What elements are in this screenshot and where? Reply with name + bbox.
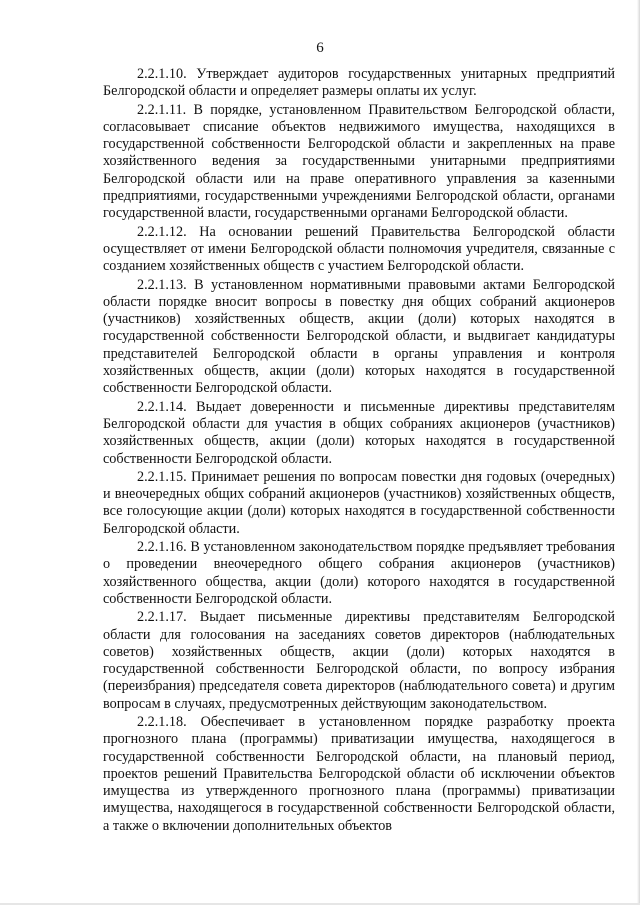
paragraph-number: 2.2.1.18.	[137, 713, 187, 730]
paragraph-2-2-1-16	[103, 539, 615, 608]
paragraph-number: 2.2.1.11.	[137, 101, 187, 118]
paragraph-number: 2.2.1.10.	[137, 66, 187, 82]
paragraph-2-2-1-14	[103, 399, 615, 468]
paragraph-2-2-1-12	[103, 224, 615, 276]
paragraph-2-2-1-10	[103, 66, 615, 101]
paragraph-text: Принимает решения по вопросам повестки дня годовых (очередных) и внеочередных общих собраний акционеров (участников) хозяйственных обществ, все голосующие акции (доли) которых находятся в государственной собственности Белгородской области.	[103, 468, 616, 537]
paragraph-text: В установленном законодательством порядке предъявляет требования о проведении внеочередного общего собрания акционеров (участников) хозяйственного общества, акции (доли) которого находятся в государственной собственности Белгородской области.	[103, 539, 616, 607]
paragraph-number: 2.2.1.14.	[137, 398, 187, 415]
paragraph-2-2-1-13	[103, 277, 615, 398]
paragraph-text: На основании решений Правительства Белгородской области осуществляет от имени Белгородской области полномочия учредителя, связанные с созданием хозяйственных обществ с участием Белгородской области.	[103, 223, 615, 275]
paragraph-text: В порядке, установленном Правительством Белгородской области, согласовывает списание объектов недвижимого имущества, находящихся в государственной собственности Белгородской области и закрепленных на праве хозяйственного ведения за государственными унитарными предприятиями Белгородской области или на праве оперативного управления за казенными предприятиями, государственными учреждениями Белгородской области, органами государственной власти, государственными органами Белгородской области.	[103, 101, 615, 222]
paragraph-number: 2.2.1.17.	[137, 609, 187, 626]
paragraph-2-2-1-11	[103, 102, 615, 223]
paragraph-2-2-1-15	[103, 469, 615, 538]
paragraph-text: Утверждает аудиторов государственных унитарных предприятий Белгородской области и определяет размеры оплаты их услуг.	[103, 66, 615, 100]
paragraph-number: 2.2.1.16.	[137, 539, 187, 556]
document-body	[103, 66, 615, 835]
paragraph-text: Обеспечивает в установленном порядке разработку проекта прогнозного плана (программы) приватизации имущества, находящегося в государственной собственности Белгородской области, на плановый период, проектов решений Правительства Белгородской области об исключении объектов имущества из утвержденного прогнозного плана (программы) приватизации имущества, находящегося в государственной собственности Белгородской области, а также о включении дополнительных объектов	[103, 713, 616, 834]
paragraph-text: Выдает доверенности и письменные директивы представителям Белгородской области для участия в общих собраниях акционеров (участников) хозяйственных обществ, акции (доли) которых находятся в государственной собственности Белгородской области.	[103, 398, 616, 467]
paragraph-number: 2.2.1.15.	[137, 468, 187, 485]
paragraph-2-2-1-18	[103, 714, 615, 835]
paragraph-number: 2.2.1.12.	[137, 223, 187, 240]
paragraph-text: Выдает письменные директивы представителям Белгородской области для голосования на заседаниях советов директоров (наблюдательных советов) хозяйственных обществ, акции (доли) которых находятся в государственной собственности Белгородской области, по вопросу избрания (переизбрания) председателя совета директоров (наблюдательного совета) и другим вопросам в случаях, предусмотренных действующим законодательством.	[103, 609, 616, 712]
page-number: 6	[316, 40, 324, 56]
paragraph-text: В установленном нормативными правовыми актами Белгородской области порядке вносит вопросы в повестку дня общих собраний акционеров (участников) хозяйственных обществ, акции (доли) которых находятся в государственной собственности Белгородской области, и выдвигает кандидатуры представителей Белгородской области в органы управления и контроля хозяйственных обществ, акции (доли) которых находятся в государственной собственности Белгородской области.	[103, 276, 616, 397]
paragraph-number: 2.2.1.13.	[137, 276, 187, 293]
paragraph-2-2-1-17	[103, 609, 615, 713]
